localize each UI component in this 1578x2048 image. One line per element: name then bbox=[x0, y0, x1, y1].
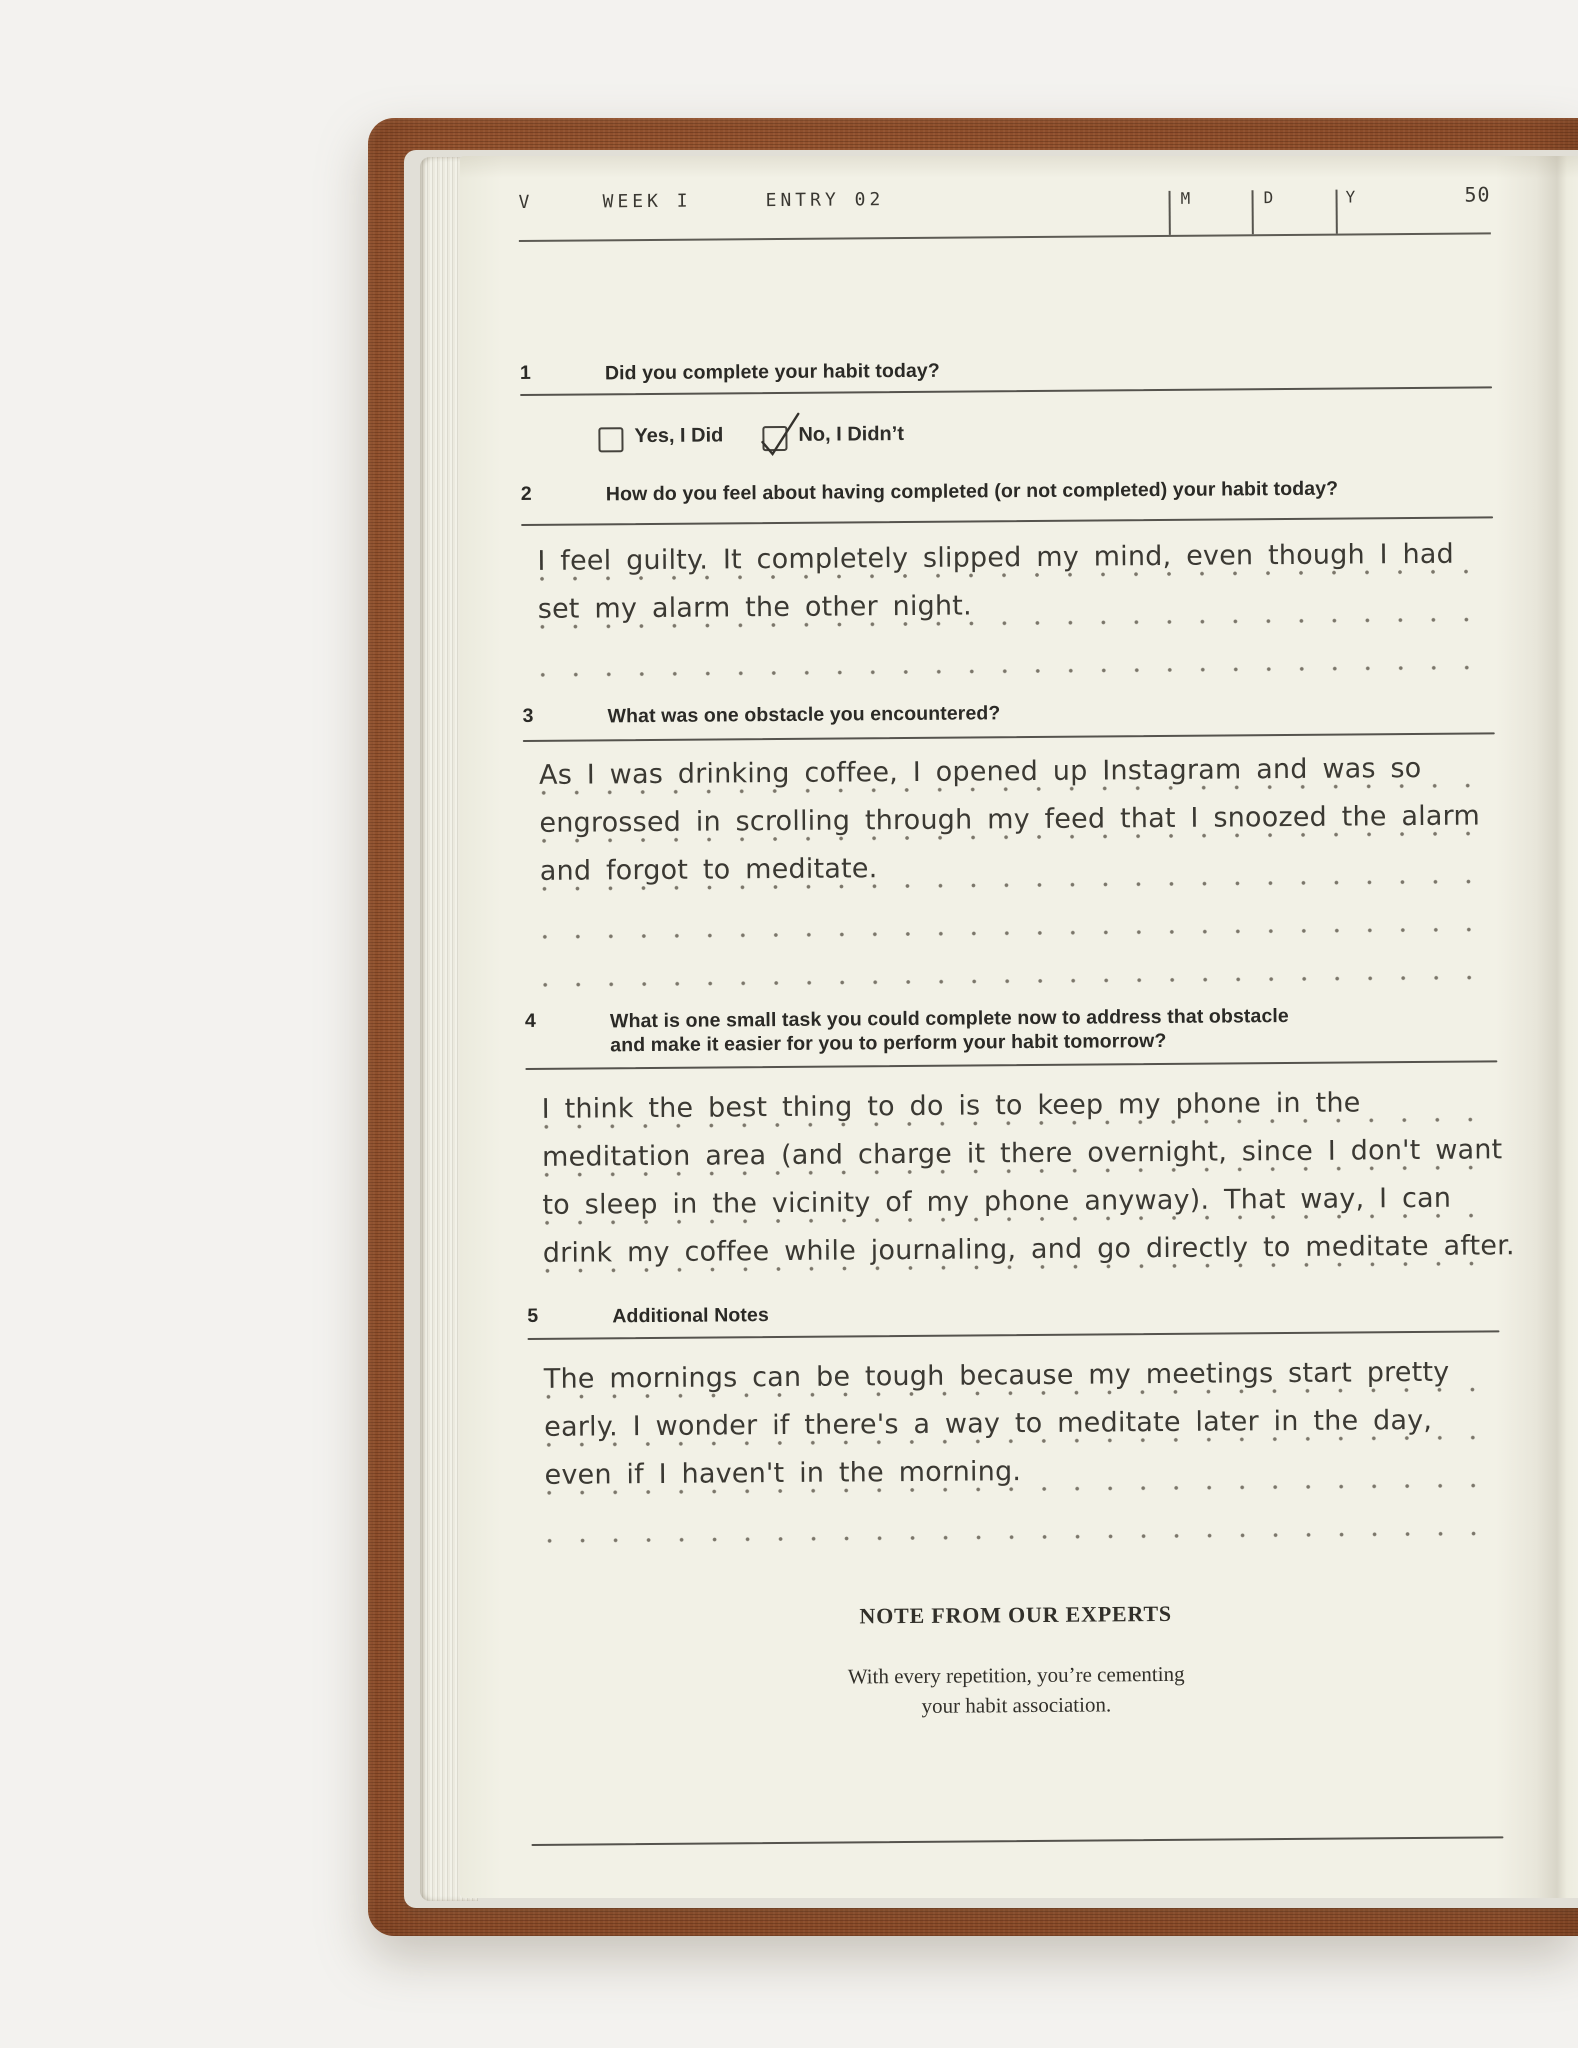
question-5-rule bbox=[527, 1330, 1499, 1340]
answer-line: As I was drinking coffee, I opened up Instagram and was so bbox=[523, 744, 1495, 800]
checkmark-icon bbox=[756, 412, 802, 468]
question-3-number: 3 bbox=[522, 704, 534, 728]
answer-5[interactable] bbox=[528, 1348, 1501, 1548]
answer-line: early. I wonder if there's a way to meditate later in the day, bbox=[528, 1396, 1500, 1452]
question-4-text: What is one small task you could complete now to address that obstacle and make it easier for you to perform your habit tomorrow? bbox=[609, 1005, 1289, 1057]
answer-4[interactable] bbox=[526, 1078, 1515, 1278]
question-1-rule bbox=[520, 386, 1492, 396]
question-2-text: How do you feel about having completed (or not completed) your habit today? bbox=[605, 477, 1339, 506]
date-divider-month bbox=[1169, 191, 1171, 235]
expert-note-line-2: your habit association. bbox=[921, 1692, 1112, 1718]
date-divider-year bbox=[1336, 190, 1338, 234]
footer-rule bbox=[531, 1836, 1503, 1846]
question-4-number: 4 bbox=[524, 1009, 536, 1032]
answer-line: I think the best thing to do is to keep my phone in the bbox=[526, 1078, 1498, 1134]
date-month-field[interactable]: M bbox=[1180, 188, 1192, 208]
habit-answer-options bbox=[520, 412, 1492, 464]
checkbox-no-label: No, I Didn’t bbox=[798, 423, 905, 446]
page-number: 50 bbox=[1464, 182, 1491, 207]
answer-line: set my alarm the other night. bbox=[522, 578, 1494, 634]
question-1-text: Did you complete your habit today? bbox=[604, 359, 940, 385]
answer-line: The mornings can be tough because my meetings start pretty bbox=[528, 1348, 1500, 1404]
date-year-field[interactable]: Y bbox=[1345, 187, 1357, 207]
question-3 bbox=[523, 697, 1495, 729]
answer-line: and forgot to meditate. bbox=[524, 840, 1496, 896]
question-4-rule bbox=[525, 1060, 1497, 1070]
question-1 bbox=[520, 354, 1492, 386]
answer-line bbox=[522, 626, 1494, 682]
question-4 bbox=[525, 1002, 1497, 1058]
question-5 bbox=[527, 1297, 1499, 1329]
answer-line: engrossed in scrolling through my feed that I snoozed the alarm bbox=[523, 792, 1495, 848]
date-day-field[interactable]: D bbox=[1263, 188, 1275, 208]
question-3-text: What was one obstacle you encountered? bbox=[607, 702, 1001, 728]
question-5-number: 5 bbox=[527, 1304, 539, 1327]
expert-note-title: NOTE FROM OUR EXPERTS bbox=[859, 1600, 1172, 1629]
expert-note-body bbox=[530, 1656, 1502, 1724]
answer-line: meditation area (and charge it there overnight, since I don't want bbox=[526, 1126, 1498, 1182]
header-rule bbox=[519, 232, 1491, 241]
expert-note-line-1: With every repetition, you’re cementing bbox=[847, 1661, 1185, 1689]
question-1-number: 1 bbox=[519, 361, 531, 385]
answer-3[interactable] bbox=[523, 744, 1497, 992]
volume-label: V bbox=[518, 191, 534, 214]
answer-line: I feel guilty. It completely slipped my mind, even though I had bbox=[521, 530, 1493, 586]
week-label: WEEK I bbox=[602, 190, 692, 213]
question-2-rule bbox=[521, 516, 1493, 526]
answer-2[interactable] bbox=[521, 530, 1494, 682]
checkbox-yes-unchecked[interactable] bbox=[598, 427, 623, 452]
question-5-text: Additional Notes bbox=[612, 1304, 769, 1328]
question-2 bbox=[521, 475, 1493, 507]
date-divider-day bbox=[1252, 190, 1254, 234]
answer-line bbox=[524, 936, 1496, 992]
question-2-number: 2 bbox=[520, 482, 532, 506]
answer-line: drink my coffee while journaling, and go directly to meditate after. bbox=[527, 1222, 1499, 1278]
answer-line: to sleep in the vicinity of my phone anyway). That way, I can bbox=[526, 1174, 1498, 1230]
question-3-rule bbox=[523, 732, 1495, 742]
answer-line bbox=[529, 1492, 1501, 1548]
answer-line: even if I haven't in the morning. bbox=[528, 1444, 1500, 1500]
entry-label: ENTRY 02 bbox=[765, 189, 885, 212]
checkbox-yes-label: Yes, I Did bbox=[634, 424, 724, 448]
answer-line bbox=[524, 888, 1496, 944]
